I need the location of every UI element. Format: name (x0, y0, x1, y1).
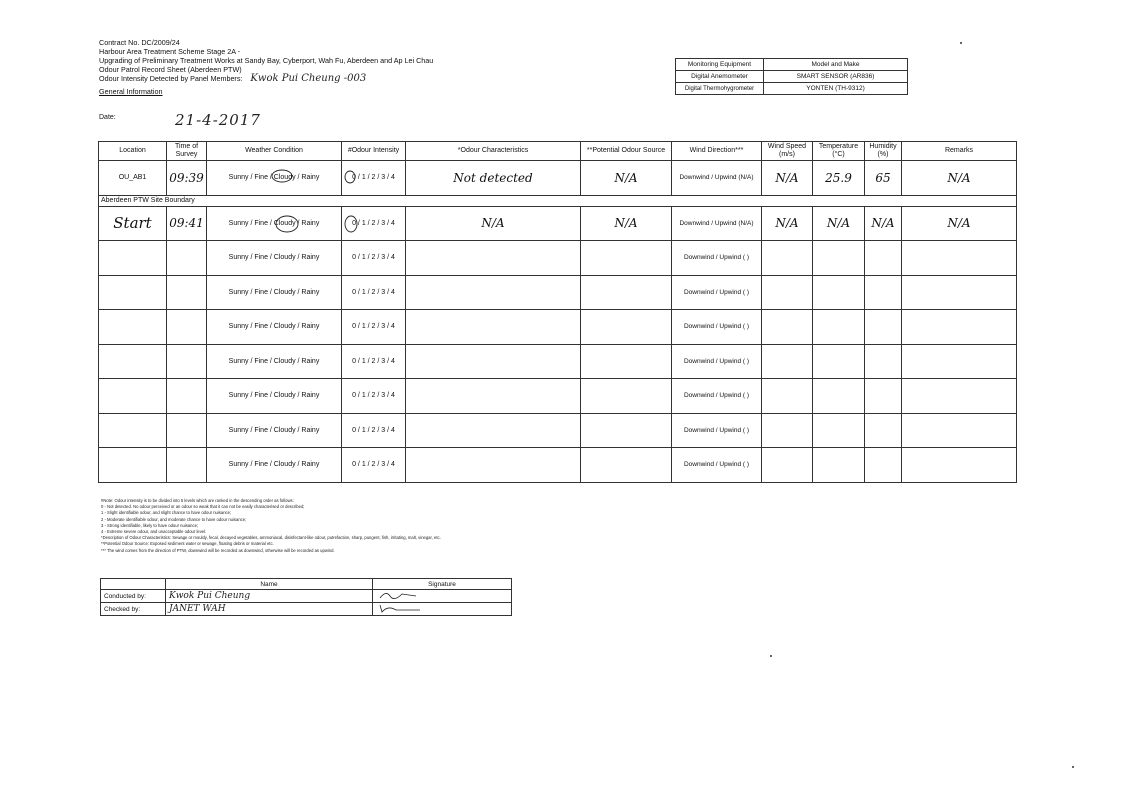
direction-cell: Downwind / Upwind ( ) (672, 310, 762, 345)
weather-cell: Sunny / Fine / Cloudy / Rainy (207, 379, 342, 414)
detected-by-value: Kwok Pui Cheung -003 (250, 73, 367, 84)
intensity-circle-mark (345, 171, 355, 183)
weather-cell: Sunny / Fine / Cloudy / Rainy (207, 413, 342, 448)
note-line: 2 - Moderate identifiable odour, and moderate chance to have odour nuisance; (101, 516, 247, 522)
conducted-label: Conducted by: (101, 590, 166, 603)
col-time: Time of Survey (167, 142, 207, 161)
characteristics-cell: Not detected (406, 161, 581, 196)
scan-speck (770, 655, 772, 657)
signature-header: Signature (373, 579, 512, 590)
direction-cell: Downwind / Upwind (N/A) (672, 161, 762, 196)
temperature-cell: N/A (813, 206, 865, 241)
general-info-heading: General Information (99, 87, 163, 96)
speed-cell: N/A (762, 161, 813, 196)
upgrading-title: Upgrading of Preliminary Treatment Works at Sandy Bay, Cyberport, Wah Fu, Aberdeen and Ap Lei Chau (99, 56, 434, 65)
weather-cell: Sunny / Fine / Cloudy / Rainy (207, 344, 342, 379)
remarks-cell: N/A (902, 206, 1017, 241)
direction-cell: Downwind / Upwind ( ) (672, 275, 762, 310)
col-remarks: Remarks (902, 142, 1017, 161)
col-speed: Wind Speed (m/s) (762, 142, 813, 161)
intensity-cell: 0 / 1 / 2 / 3 / 4 (342, 448, 406, 483)
humidity-cell: 65 (865, 161, 902, 196)
location-cell: Start (99, 206, 167, 241)
col-humidity: Humidity (%) (865, 142, 902, 161)
note-line: *Description of Odour Characteristics: Sewage or mouldy, fecal, decayed vegetables, ammoniacal, disinfectant-like odour, putrefaction, sharp, pungent, fish, irritating, malt, vinegar, etc. (101, 535, 441, 541)
direction-cell: Downwind / Upwind ( ) (672, 379, 762, 414)
note-line: 0 - Not detected. No odour perceived or an odour so weak that it can not be easily characterised or described; (101, 504, 305, 510)
direction-cell: Downwind / Upwind (N/A) (672, 206, 762, 241)
note-line: **Potential Odour Source: Exposed sediment water or sewage, floating debris or material etc. (101, 541, 274, 547)
col-characteristics: *Odour Characteristics (406, 142, 581, 161)
scan-speck (1072, 766, 1074, 768)
intensity-cell: 0 / 1 / 2 / 3 / 4 (342, 161, 406, 196)
humidity-cell: N/A (865, 206, 902, 241)
weather-cell: Sunny / Fine / Cloudy / Rainy (207, 161, 342, 196)
source-cell: N/A (581, 206, 672, 241)
scan-speck (960, 42, 962, 44)
weather-circle-mark (276, 216, 298, 232)
direction-cell: Downwind / Upwind ( ) (672, 413, 762, 448)
equipment-name: Digital Thermohygrometer (676, 83, 764, 95)
date-label: Date: (99, 114, 116, 121)
name-header: Name (166, 579, 373, 590)
col-weather: Weather Condition (207, 142, 342, 161)
equipment-model: SMART SENSOR (AR836) (764, 71, 908, 83)
characteristics-cell: N/A (406, 206, 581, 241)
remarks-cell: N/A (902, 161, 1017, 196)
contract-number: Contract No. DC/2009/24 (99, 38, 180, 47)
direction-cell: Downwind / Upwind ( ) (672, 448, 762, 483)
intensity-cell: 0 / 1 / 2 / 3 / 4 (342, 344, 406, 379)
weather-cell: Sunny / Fine / Cloudy / Rainy (207, 448, 342, 483)
equipment-model: YONTEN (TH-9312) (764, 83, 908, 95)
scheme-title: Harbour Area Treatment Scheme Stage 2A - (99, 47, 241, 56)
col-location: Location (99, 142, 167, 161)
speed-cell: N/A (762, 206, 813, 241)
weather-circle-mark (272, 170, 292, 182)
equipment-name: Digital Anemometer (676, 71, 764, 83)
detected-by-label: Odour Intensity Detected by Panel Members: (99, 74, 243, 83)
intensity-cell: 0 / 1 / 2 / 3 / 4 (342, 413, 406, 448)
model-col-header: Model and Make (764, 59, 908, 71)
date-value: 21-4-2017 (175, 111, 261, 129)
intensity-cell: 0 / 1 / 2 / 3 / 4 (342, 206, 406, 241)
weather-cell: Sunny / Fine / Cloudy / Rainy (207, 241, 342, 276)
time-cell: 09:39 (167, 161, 207, 196)
conducted-name: Kwok Pui Cheung (166, 590, 373, 603)
time-cell: 09:41 (167, 206, 207, 241)
col-direction: Wind Direction*** (672, 142, 762, 161)
intensity-circle-mark (345, 216, 357, 232)
col-temperature: Temperature (°C) (813, 142, 865, 161)
section-label: Aberdeen PTW Site Boundary (99, 195, 1017, 206)
col-intensity: #Odour Intensity (342, 142, 406, 161)
checked-name: JANET WAH (166, 603, 373, 616)
source-cell: N/A (581, 161, 672, 196)
direction-cell: Downwind / Upwind ( ) (672, 241, 762, 276)
checked-label: Checked by: (101, 603, 166, 616)
intensity-cell: 0 / 1 / 2 / 3 / 4 (342, 310, 406, 345)
intensity-cell: 0 / 1 / 2 / 3 / 4 (342, 241, 406, 276)
intensity-cell: 0 / 1 / 2 / 3 / 4 (342, 275, 406, 310)
weather-cell: Sunny / Fine / Cloudy / Rainy (207, 206, 342, 241)
sheet-title: Odour Patrol Record Sheet (Aberdeen PTW) (99, 65, 242, 74)
location-cell: OU_AB1 (99, 161, 167, 196)
intensity-cell: 0 / 1 / 2 / 3 / 4 (342, 379, 406, 414)
col-source: **Potential Odour Source (581, 142, 672, 161)
weather-cell: Sunny / Fine / Cloudy / Rainy (207, 275, 342, 310)
weather-cell: Sunny / Fine / Cloudy / Rainy (207, 310, 342, 345)
direction-cell: Downwind / Upwind ( ) (672, 344, 762, 379)
note-line: 3 - Strong identifiable, likely to have odour nuisance; (101, 522, 199, 528)
note-line: 4 - Extreme severe odour, and unacceptable odour level. (101, 529, 207, 535)
equipment-col-header: Monitoring Equipment (676, 59, 764, 71)
note-line: 1 - Slight identifiable odour, and slight chance to have odour nuisance; (101, 510, 232, 516)
temperature-cell: 25.9 (813, 161, 865, 196)
note-line: *** The wind comes from the direction of PTW, downwind will be recorded as downwind, otherwise will be recorded as upwind. (101, 547, 335, 553)
note-line: #Note: Odour intensity is to be divided into 5 levels which are ranked in the descending order as follows: (101, 498, 294, 503)
